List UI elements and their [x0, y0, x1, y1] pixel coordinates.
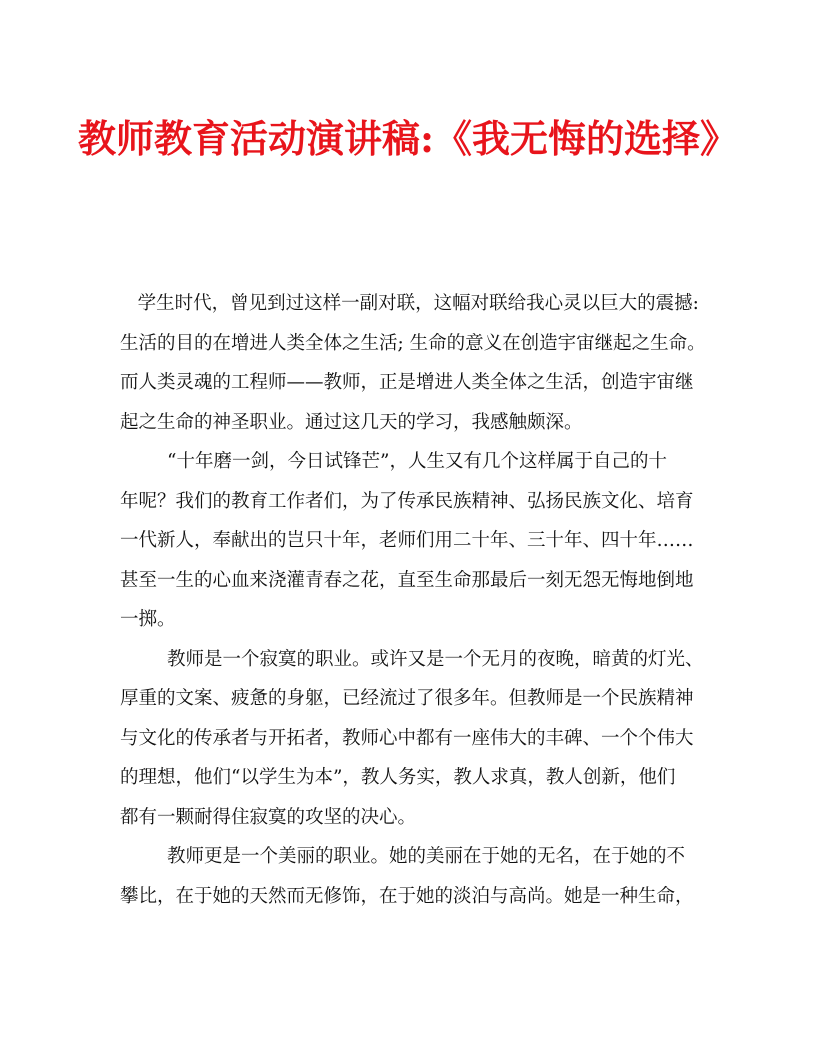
body-line: 学生时代，曾见到过这样一副对联，这幅对联给我心灵以巨大的震撼:: [120, 293, 699, 314]
body-line: 而人类灵魂的工程师——教师，正是增进人类全体之生活，创造宇宙继: [120, 372, 694, 393]
body-line: “十年磨一剑，今日试锋芒”，人生又有几个这样属于自己的十: [120, 451, 667, 472]
body-line: 教师更是一个美丽的职业。她的美丽在于她的无名，在于她的不: [120, 846, 686, 867]
body-line: 一掷。: [120, 609, 176, 630]
document-body: [120, 284, 706, 916]
body-line: 甚至一生的心血来浇灌青春之花，直至生命那最后一刻无怨无悔地倒地: [120, 569, 694, 591]
body-line: 年呢？我们的教育工作者们，为了传承民族精神、弘扬民族文化、培育: [120, 490, 694, 512]
body-line: 教师是一个寂寞的职业。或许又是一个无月的夜晚，暗黄的灯光、: [120, 648, 704, 670]
body-line: 的理想，他们“以学生为本”，教人务实，教人求真，教人创新，他们: [120, 767, 676, 788]
body-line: 都有一颗耐得住寂寞的攻坚的决心。: [120, 806, 417, 828]
body-line: 起之生命的神圣职业。通过这几天的学习，我感触颇深。: [120, 411, 583, 433]
document-title: 教师教育活动演讲稿:《我无悔的选择》: [77, 116, 739, 161]
body-line: 一代新人，奉献出的岂只十年，老师们用二十年、三十年、四十年……: [120, 530, 694, 551]
body-line: 生活的目的在增进人类全体之生活; 生命的意义在创造宇宙继起之生命。: [120, 332, 706, 354]
body-line: 与文化的传承者与开拓者，教师心中都有一座伟大的丰碑、一个个伟大: [120, 727, 694, 749]
body-line: 攀比，在于她的天然而无修饰，在于她的淡泊与高尚。她是一种生命，: [120, 885, 694, 907]
body-line: 厚重的文案、疲惫的身躯，已经流过了很多年。但教师是一个民族精神: [120, 688, 694, 709]
